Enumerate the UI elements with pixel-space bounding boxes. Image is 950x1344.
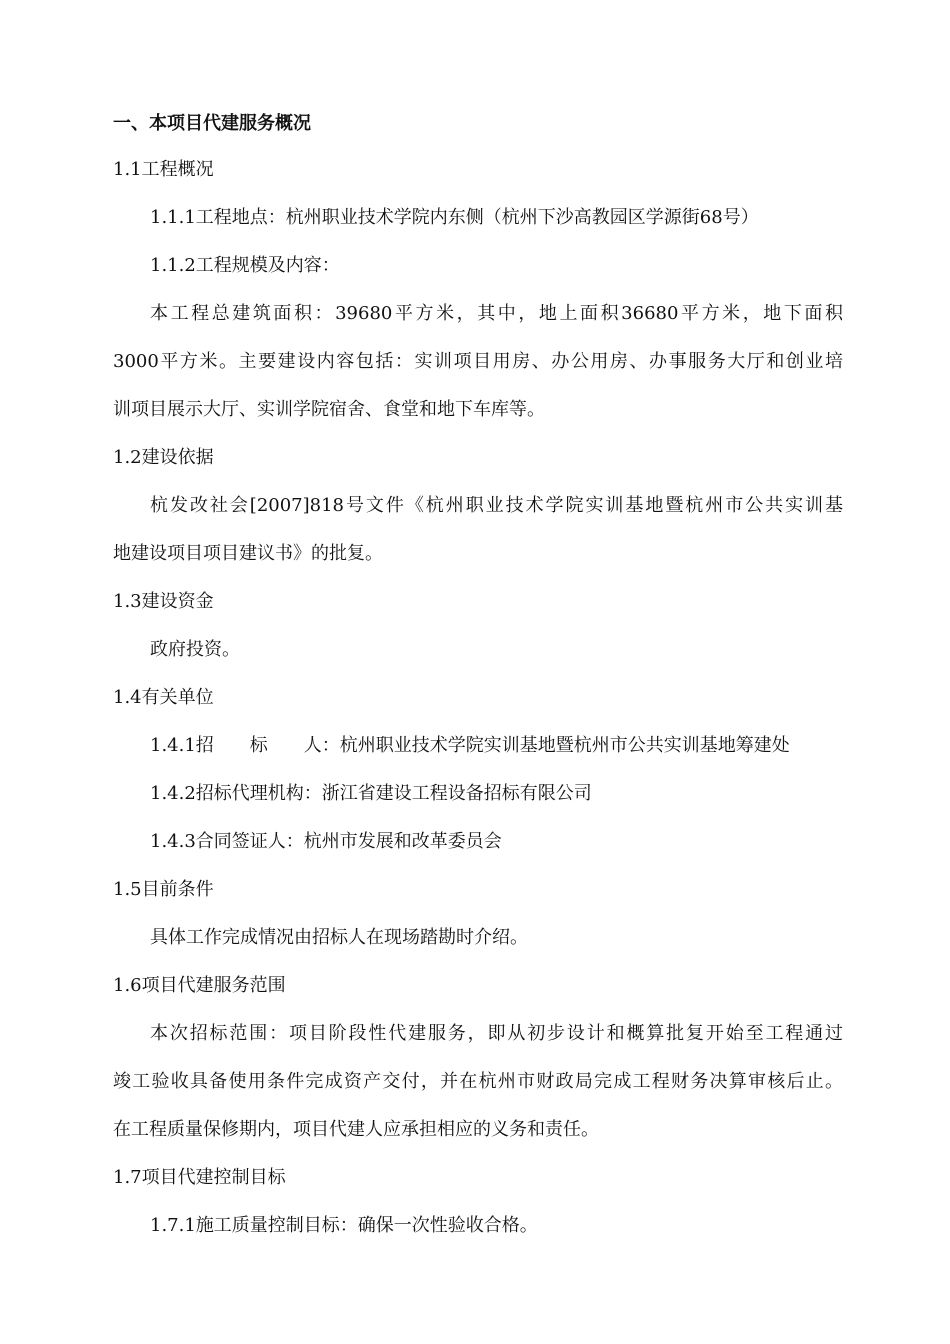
section-1-5-title: 1.5目前条件 [113, 879, 214, 900]
scope-paragraph-line: 在工程质量保修期内，项目代建人应承担相应的义务和责任。 [113, 1119, 599, 1140]
quality-target-line: 1.7.1施工质量控制目标：确保一次性验收合格。 [150, 1215, 538, 1236]
conditions-text: 具体工作完成情况由招标人在现场踏勘时介绍。 [150, 927, 528, 948]
section-1-4-title: 1.4有关单位 [113, 687, 214, 708]
project-scale-title: 1.1.2工程规模及内容： [150, 255, 340, 276]
section-1-2-title: 1.2建设依据 [113, 447, 214, 468]
section-1-6-title: 1.6项目代建服务范围 [113, 975, 286, 996]
scale-paragraph-line: 本工程总建筑面积：39680平方米，其中，地上面积36680平方米，地下面积 [150, 303, 843, 324]
contract-signer-line: 1.4.3合同签证人：杭州市发展和改革委员会 [150, 831, 502, 852]
tender-agency-line: 1.4.2招标代理机构：浙江省建设工程设备招标有限公司 [150, 783, 592, 804]
scale-paragraph-line: 3000平方米。主要建设内容包括：实训项目用房、办公用房、办事服务大厅和创业培 [113, 351, 843, 372]
scale-paragraph-line: 训项目展示大厅、实训学院宿舍、食堂和地下车库等。 [113, 399, 545, 420]
basis-paragraph-line: 杭发改社会[2007]818号文件《杭州职业技术学院实训基地暨杭州市公共实训基 [150, 495, 843, 516]
project-location: 1.1.1工程地点：杭州职业技术学院内东侧（杭州下沙高教园区学源街68号） [150, 207, 759, 228]
section-1-3-title: 1.3建设资金 [113, 591, 214, 612]
basis-paragraph-line: 地建设项目项目建议书》的批复。 [113, 543, 383, 564]
section-1-7-title: 1.7项目代建控制目标 [113, 1167, 286, 1188]
tenderer-line: 1.4.1招 标 人：杭州职业技术学院实训基地暨杭州市公共实训基地筹建处 [150, 735, 790, 756]
section-heading: 一、本项目代建服务概况 [113, 113, 311, 134]
scope-paragraph-line: 竣工验收具备使用条件完成资产交付，并在杭州市财政局完成工程财务决算审核后止。 [113, 1071, 843, 1092]
scope-paragraph-line: 本次招标范围：项目阶段性代建服务，即从初步设计和概算批复开始至工程通过 [150, 1023, 843, 1044]
section-1-1-title: 1.1工程概况 [113, 159, 214, 180]
funding-text: 政府投资。 [150, 639, 240, 660]
